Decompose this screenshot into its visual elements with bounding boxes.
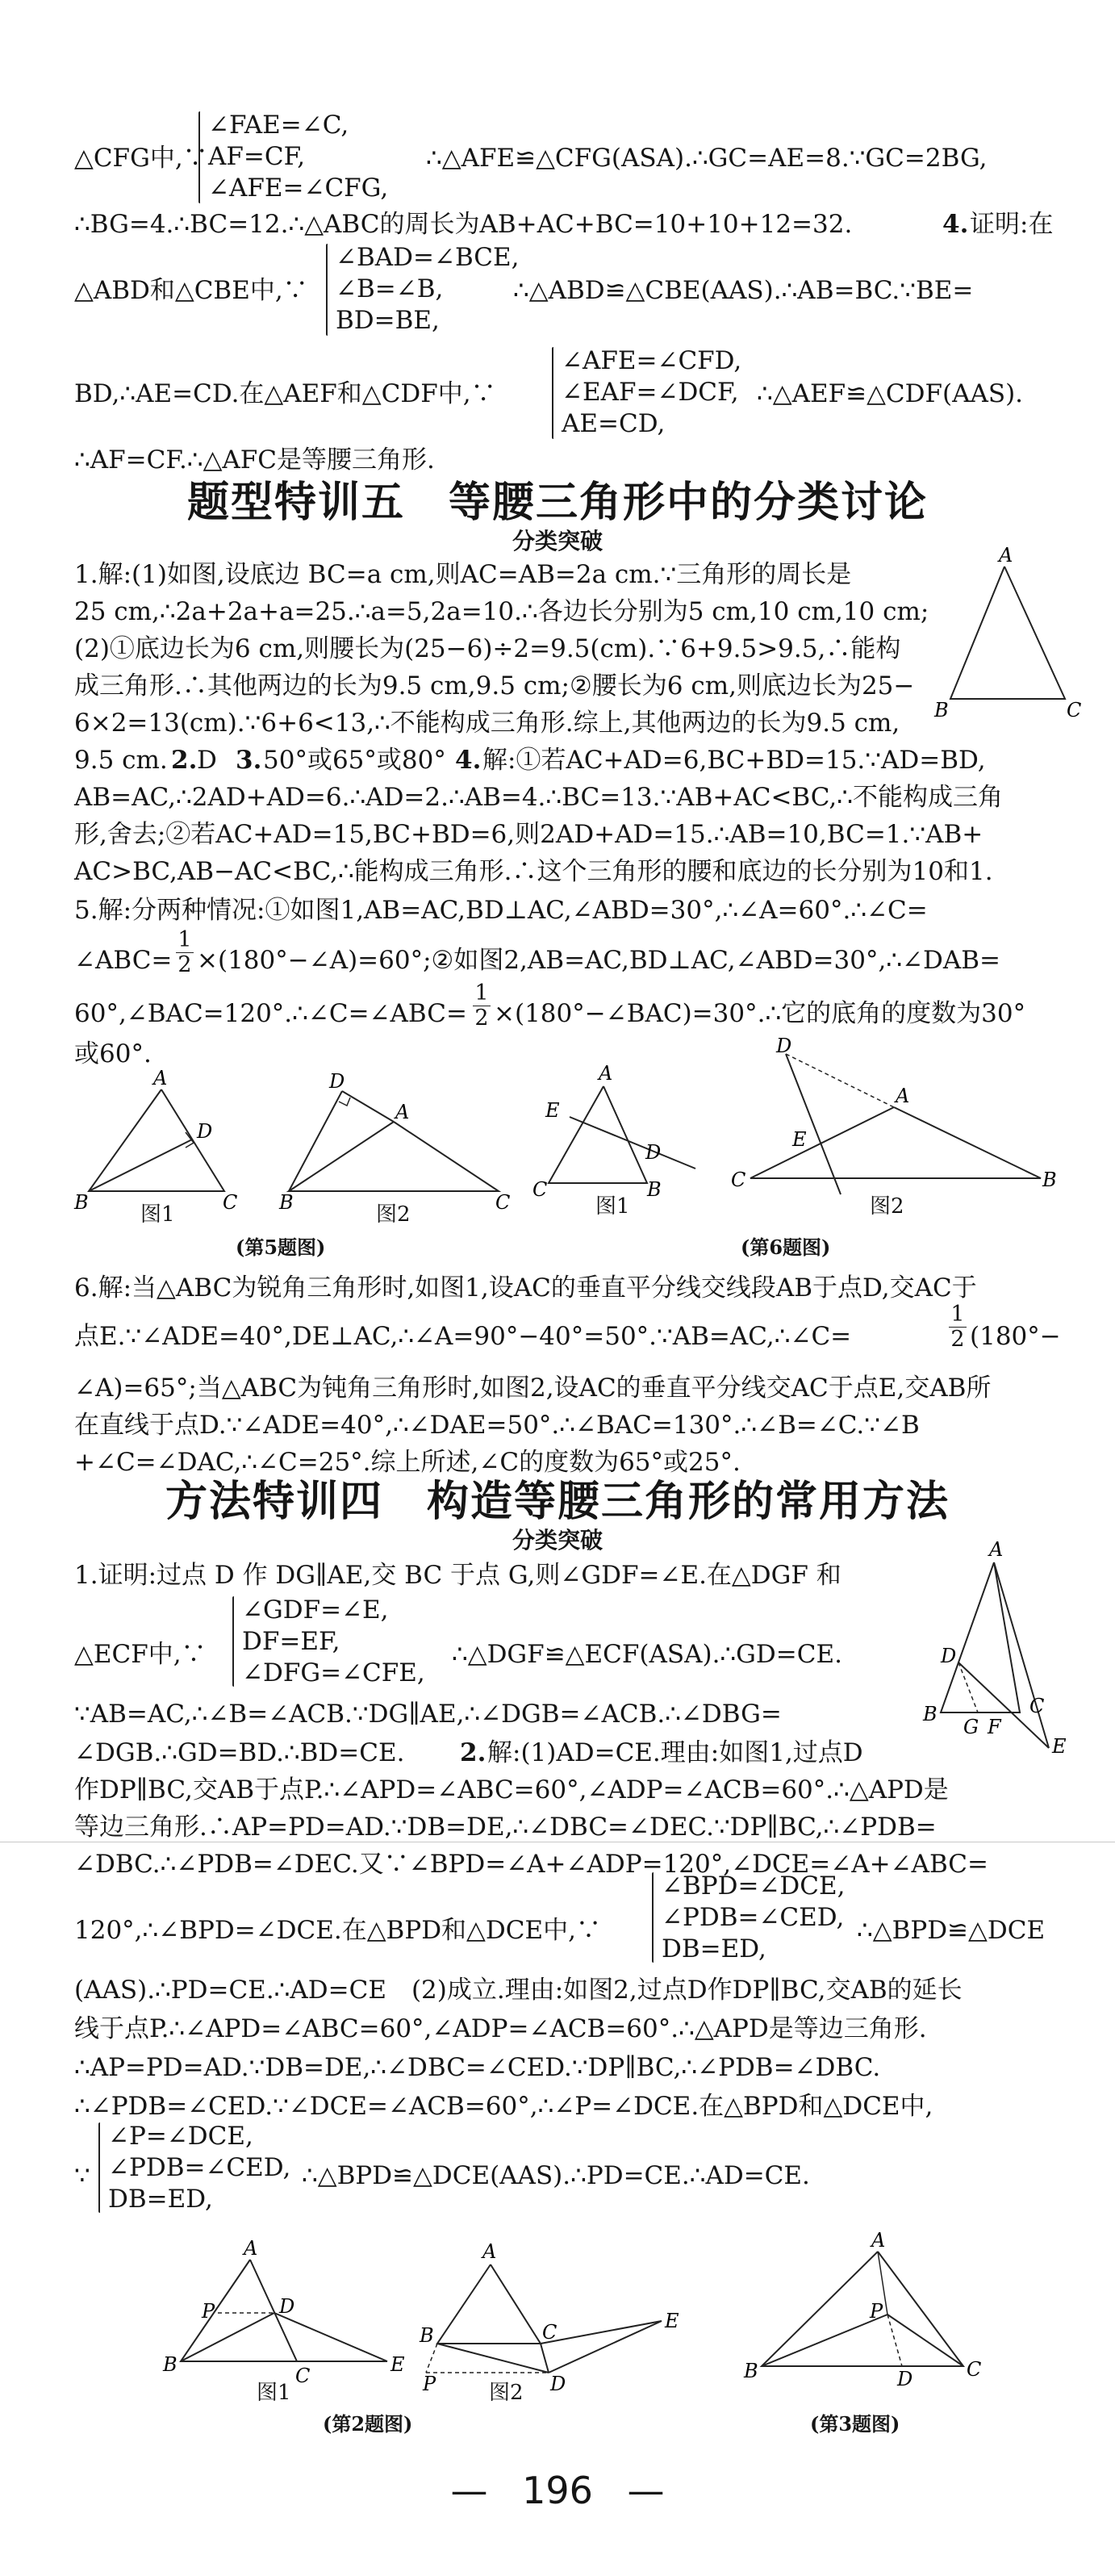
label-C: C: [731, 1169, 746, 1191]
condition: ∠PDB=∠CED,: [108, 2153, 291, 2182]
text-line: 作DP∥BC,交AB于点P.∴∠APD=∠ABC=60°,∠ADP=∠ACB=60°.∴△APD是: [74, 1775, 949, 1804]
text-line: 120°,∴∠BPD=∠DCE.在△BPD和△DCE中,∵: [74, 1916, 601, 1945]
denominator: 2: [949, 1327, 967, 1352]
label-B: B: [923, 1703, 938, 1725]
condition: DB=ED,: [108, 2185, 213, 2214]
text-line: 1.解:(1)如图,设底边 BC=a cm,则AC=AB=2a cm.∵三角形的周长是: [74, 560, 852, 589]
text-line: ×(180°−∠BAC)=30°.∴它的底角的度数为30°: [494, 999, 1026, 1028]
condition: ∠BAD=∠BCE,: [336, 243, 520, 272]
answer: 50°或65°或80°: [263, 746, 446, 775]
equation-system: [242, 1595, 425, 1689]
label-B: B: [934, 699, 949, 721]
condition: ∠GDF=∠E,: [242, 1595, 389, 1625]
text-line: AB=AC,∴2AD+AD=6.∴AD=2.∴AB=4.∴BC=13.∵AB+AC<BC,∴不能构成三角: [74, 783, 1003, 812]
question-number: 4.: [942, 210, 969, 239]
label-P: P: [202, 2300, 215, 2323]
text-line: ∠DGB.∴GD=BD.∴BD=CE.: [74, 1738, 405, 1767]
figure-caption: 图1: [140, 1202, 175, 1227]
condition: ∠B=∠B,: [336, 274, 444, 303]
figure-q6-1: [524, 1057, 718, 1202]
text-line: ∠ABC=: [74, 946, 173, 975]
section-subtitle: 分类突破: [512, 1527, 603, 1554]
text-line: 或60°.: [74, 1039, 152, 1068]
fraction: [473, 981, 491, 1031]
figure-caption-q5: (第5题图): [236, 1236, 326, 1259]
label-G: G: [963, 1716, 979, 1738]
text-line: 60°,∠BAC=120°.∴∠C=∠ABC=: [74, 999, 467, 1028]
text-line: △CFG中,∵: [74, 144, 208, 173]
text-line: ∴△BPD≌△DCE: [857, 1916, 1046, 1945]
label-D: D: [197, 1120, 213, 1143]
condition: ∠BPD=∠DCE,: [662, 1871, 846, 1901]
brace-symbol: [552, 347, 553, 439]
text-line: ∵AB=AC,∴∠B=∠ACB.∵DG∥AE,∴∠DGB=∠ACB.∴∠DBG=: [74, 1700, 782, 1729]
label-D: D: [279, 2295, 295, 2318]
equation-system: [108, 2121, 290, 2215]
page-dash-left: —: [450, 2469, 488, 2512]
text-line: 解:(1)AD=CE.理由:如图1,过点D: [487, 1738, 863, 1767]
label-A: A: [896, 1085, 910, 1107]
figure-caption: 图1: [257, 2381, 291, 2405]
label-E: E: [545, 1099, 560, 1122]
text-line: ∴AF=CF.∴△AFC是等腰三角形.: [74, 445, 435, 475]
label-D: D: [897, 2368, 913, 2390]
figure-caption-q2: (第2题图): [323, 2412, 413, 2436]
equation-system: [662, 1871, 845, 1965]
figure-q2-1: [153, 2237, 420, 2387]
condition: AF=CF,: [208, 142, 306, 171]
label-A: A: [395, 1101, 410, 1123]
label-P: P: [870, 2300, 883, 2323]
text-line: 6×2=13(cm).∵6+6<13,∴不能构成三角形.综上,其他两边的长为9.5 cm,: [74, 709, 900, 738]
label-E: E: [1052, 1735, 1067, 1758]
text-line: 在直线于点D.∵∠ADE=40°,∴∠DAE=50°.∴∠BAC=130°.∴∠B=∠C.∵∠B: [74, 1411, 920, 1440]
page-dash-right: —: [627, 2469, 665, 2512]
condition: ∠EAF=∠DCF,: [562, 378, 739, 407]
text-line: ∴△AFE≌△CFG(ASA).∴GC=AE=8.∵GC=2BG,: [426, 144, 988, 173]
text-line: △ABD和△CBE中,∵: [74, 276, 308, 305]
equation-system: [208, 110, 388, 204]
numerator: 1: [950, 1302, 965, 1327]
figure-q5-1: [73, 1067, 266, 1214]
text-line: 解:①若AC+AD=6,BC+BD=15.∵AD=BD,: [482, 746, 986, 775]
label-B: B: [744, 2360, 758, 2382]
text-line: +∠C=∠DAC,∴∠C=25°.综上所述,∠C的度数为65°或25°.: [74, 1448, 741, 1477]
isosceles-triangle-figure: [928, 544, 1089, 721]
text-line: 线于点P.∴∠APD=∠ABC=60°,∠ADP=∠ACB=60°.∴△APD是等边三角形.: [74, 2014, 927, 2043]
denominator: 2: [176, 952, 194, 977]
label-A: A: [599, 1062, 613, 1085]
question-number: 4.: [455, 746, 482, 775]
label-D: D: [329, 1070, 345, 1093]
fraction: [176, 928, 194, 977]
figure-q1: [920, 1538, 1097, 1758]
label-D: D: [645, 1141, 662, 1164]
numerator: 1: [177, 927, 192, 952]
figure-caption: 图2: [376, 1202, 411, 1227]
text-line: ∴AP=PD=AD.∵DB=DE,∴∠DBC=∠CED.∵DP∥BC,∴∠PDB=∠DBC.: [74, 2053, 881, 2082]
denominator: 2: [473, 1006, 491, 1031]
section-subtitle: 分类突破: [512, 528, 603, 554]
figure-caption: 图2: [870, 1194, 904, 1219]
figure-caption: 图1: [595, 1194, 630, 1219]
triangle-outline: [950, 567, 1065, 699]
brace-symbol: [198, 111, 200, 203]
condition: ∠AFE=∠CFG,: [208, 174, 389, 203]
label-D: D: [776, 1035, 792, 1057]
page-number: [0, 2468, 1115, 2513]
label-B: B: [1042, 1169, 1057, 1191]
text-line: 等边三角形.∴AP=PD=AD.∵DB=DE,∴∠DBC=∠DEC.∵DP∥BC,∴∠PDB=: [74, 1813, 937, 1842]
brace-symbol: [652, 1872, 654, 1963]
text-line: (180°−: [970, 1322, 1061, 1351]
label-C: C: [532, 1178, 548, 1201]
text-line: △ECF中,∵: [74, 1640, 207, 1669]
fraction: [949, 1303, 967, 1352]
label-C: C: [295, 2365, 311, 2387]
label-C: C: [1067, 699, 1082, 721]
label-B: B: [163, 2353, 177, 2376]
text-line: AC>BC,AB−AC<BC,∴能构成三角形.∴这个三角形的腰和底边的长分别为10和1.: [74, 857, 993, 886]
label-A: A: [153, 1067, 168, 1089]
text-line: ∠DBC.∴∠PDB=∠DEC.又∵∠BPD=∠A+∠ADP=120°,∠DCE=∠A+∠ABC=: [74, 1850, 988, 1879]
equation-system: [336, 242, 520, 337]
label-F: F: [988, 1716, 1001, 1738]
label-D: D: [941, 1645, 957, 1667]
text-line: ∴BG=4.∴BC=12.∴△ABC的周长为AB+AC+BC=10+10+12=32.: [74, 210, 853, 239]
label-A: A: [482, 2240, 497, 2263]
section-title: 题型特训五 等腰三角形中的分类讨论: [186, 479, 928, 527]
text-line: ∵: [74, 2161, 90, 2190]
question-number: 2.: [460, 1738, 487, 1767]
label-A: A: [999, 544, 1013, 567]
text-line: ∴△BPD≌△DCE(AAS).∴PD=CE.∴AD=CE.: [302, 2161, 810, 2190]
numerator: 1: [474, 981, 489, 1006]
label-B: B: [279, 1191, 294, 1214]
condition: BD=BE,: [336, 306, 440, 335]
label-C: C: [967, 2358, 982, 2381]
answer: D: [197, 746, 217, 775]
figure-caption-q3: (第3题图): [810, 2412, 900, 2436]
text-line: 1.证明:过点 D 作 DG∥AE,交 BC 于点 G,则∠GDF=∠E.在△DGF 和: [74, 1561, 841, 1590]
condition: ∠PDB=∠CED,: [662, 1903, 845, 1932]
text-line: ∴△DGF≌△ECF(ASA).∴GD=CE.: [452, 1640, 842, 1669]
label-C: C: [495, 1191, 511, 1214]
figure-q3: [726, 2229, 1000, 2390]
text-line: 6.解:当△ABC为锐角三角形时,如图1,设AC的垂直平分线交线段AB于点D,交AC于: [74, 1273, 977, 1303]
condition: ∠P=∠DCE,: [108, 2122, 253, 2151]
brace-symbol: [98, 2122, 100, 2213]
label-A: A: [244, 2237, 258, 2260]
label-E: E: [390, 2353, 405, 2376]
question-number: 3.: [236, 746, 262, 775]
condition: ∠FAE=∠C,: [208, 111, 349, 140]
condition: ∠DFG=∠CFE,: [242, 1658, 425, 1687]
label-C: C: [223, 1191, 238, 1214]
page-number-value: 196: [522, 2469, 593, 2512]
text-line: ∴△ABD≌△CBE(AAS).∴AB=BC.∵BE=: [513, 276, 974, 305]
text-line: ∴∠PDB=∠CED.∵∠DCE=∠ACB=60°,∴∠P=∠DCE.在△BPD和△DCE中,: [74, 2092, 933, 2121]
text-line: ∴△AEF≌△CDF(AAS).: [757, 379, 1024, 408]
text-line: (2)①底边长为6 cm,则腰长为(25−6)÷2=9.5(cm).∵6+9.5>9.5,∴能构: [74, 634, 901, 663]
label-C: C: [1029, 1695, 1045, 1717]
label-D: D: [550, 2373, 566, 2395]
label-B: B: [647, 1178, 662, 1201]
text-line: BD,∴AE=CD.在△AEF和△CDF中,∵: [74, 379, 496, 408]
text-line: ∠A)=65°;当△ABC为钝角三角形时,如图2,设AC的垂直平分线交AC于点E,交AB所: [74, 1374, 992, 1403]
condition: DF=EF,: [242, 1627, 340, 1656]
text-line: 证明:在: [970, 210, 1054, 239]
condition: AE=CD,: [562, 409, 666, 438]
label-P: P: [423, 2373, 436, 2395]
text-line: 点E.∵∠ADE=40°,DE⊥AC,∴∠A=90°−40°=50°.∵AB=AC,∴∠C=: [74, 1322, 852, 1351]
figure-caption: 图2: [489, 2381, 524, 2405]
text-line: 5.解:分两种情况:①如图1,AB=AC,BD⊥AC,∠ABD=30°,∴∠A=60°.∴∠C=: [74, 896, 928, 925]
label-E: E: [792, 1128, 807, 1151]
brace-symbol: [326, 244, 328, 336]
label-B: B: [420, 2324, 434, 2347]
figure-q5-2: [273, 1070, 515, 1214]
label-E: E: [665, 2310, 679, 2332]
text-line: 形,舍去;②若AC+AD=15,BC+BD=6,则2AD+AD=15.∴AB=10,BC=1.∵AB+: [74, 820, 983, 849]
section-title: 方法特训四 构造等腰三角形的常用方法: [165, 1478, 950, 1526]
brace-symbol: [232, 1596, 234, 1687]
label-A: A: [871, 2229, 886, 2252]
text-line: 成三角形.∴其他两边的长为9.5 cm,9.5 cm;②腰长为6 cm,则底边长为25−: [74, 671, 915, 700]
label-C: C: [542, 2321, 558, 2344]
text-line: ×(180°−∠A)=60°;②如图2,AB=AC,BD⊥AC,∠ABD=30°,∴∠DAB=: [197, 946, 1001, 975]
figure-q6-2: [718, 1035, 1065, 1202]
text-line: 25 cm,∴2a+2a+a=25.∴a=5,2a=10.∴各边长分别为5 cm,10 cm,10 cm;: [74, 597, 929, 626]
text-line: 9.5 cm.: [74, 746, 168, 775]
question-number: 2.: [171, 746, 198, 775]
figure-caption-q6: (第6题图): [741, 1236, 831, 1259]
label-B: B: [74, 1191, 89, 1214]
equation-system: [562, 345, 741, 440]
label-A: A: [989, 1538, 1004, 1561]
condition: DB=ED,: [662, 1934, 766, 1963]
text-line: (AAS).∴PD=CE.∴AD=CE (2)成立.理由:如图2,过点D作DP∥BC,交AB的延长: [74, 1976, 963, 2005]
condition: ∠AFE=∠CFD,: [562, 346, 742, 375]
